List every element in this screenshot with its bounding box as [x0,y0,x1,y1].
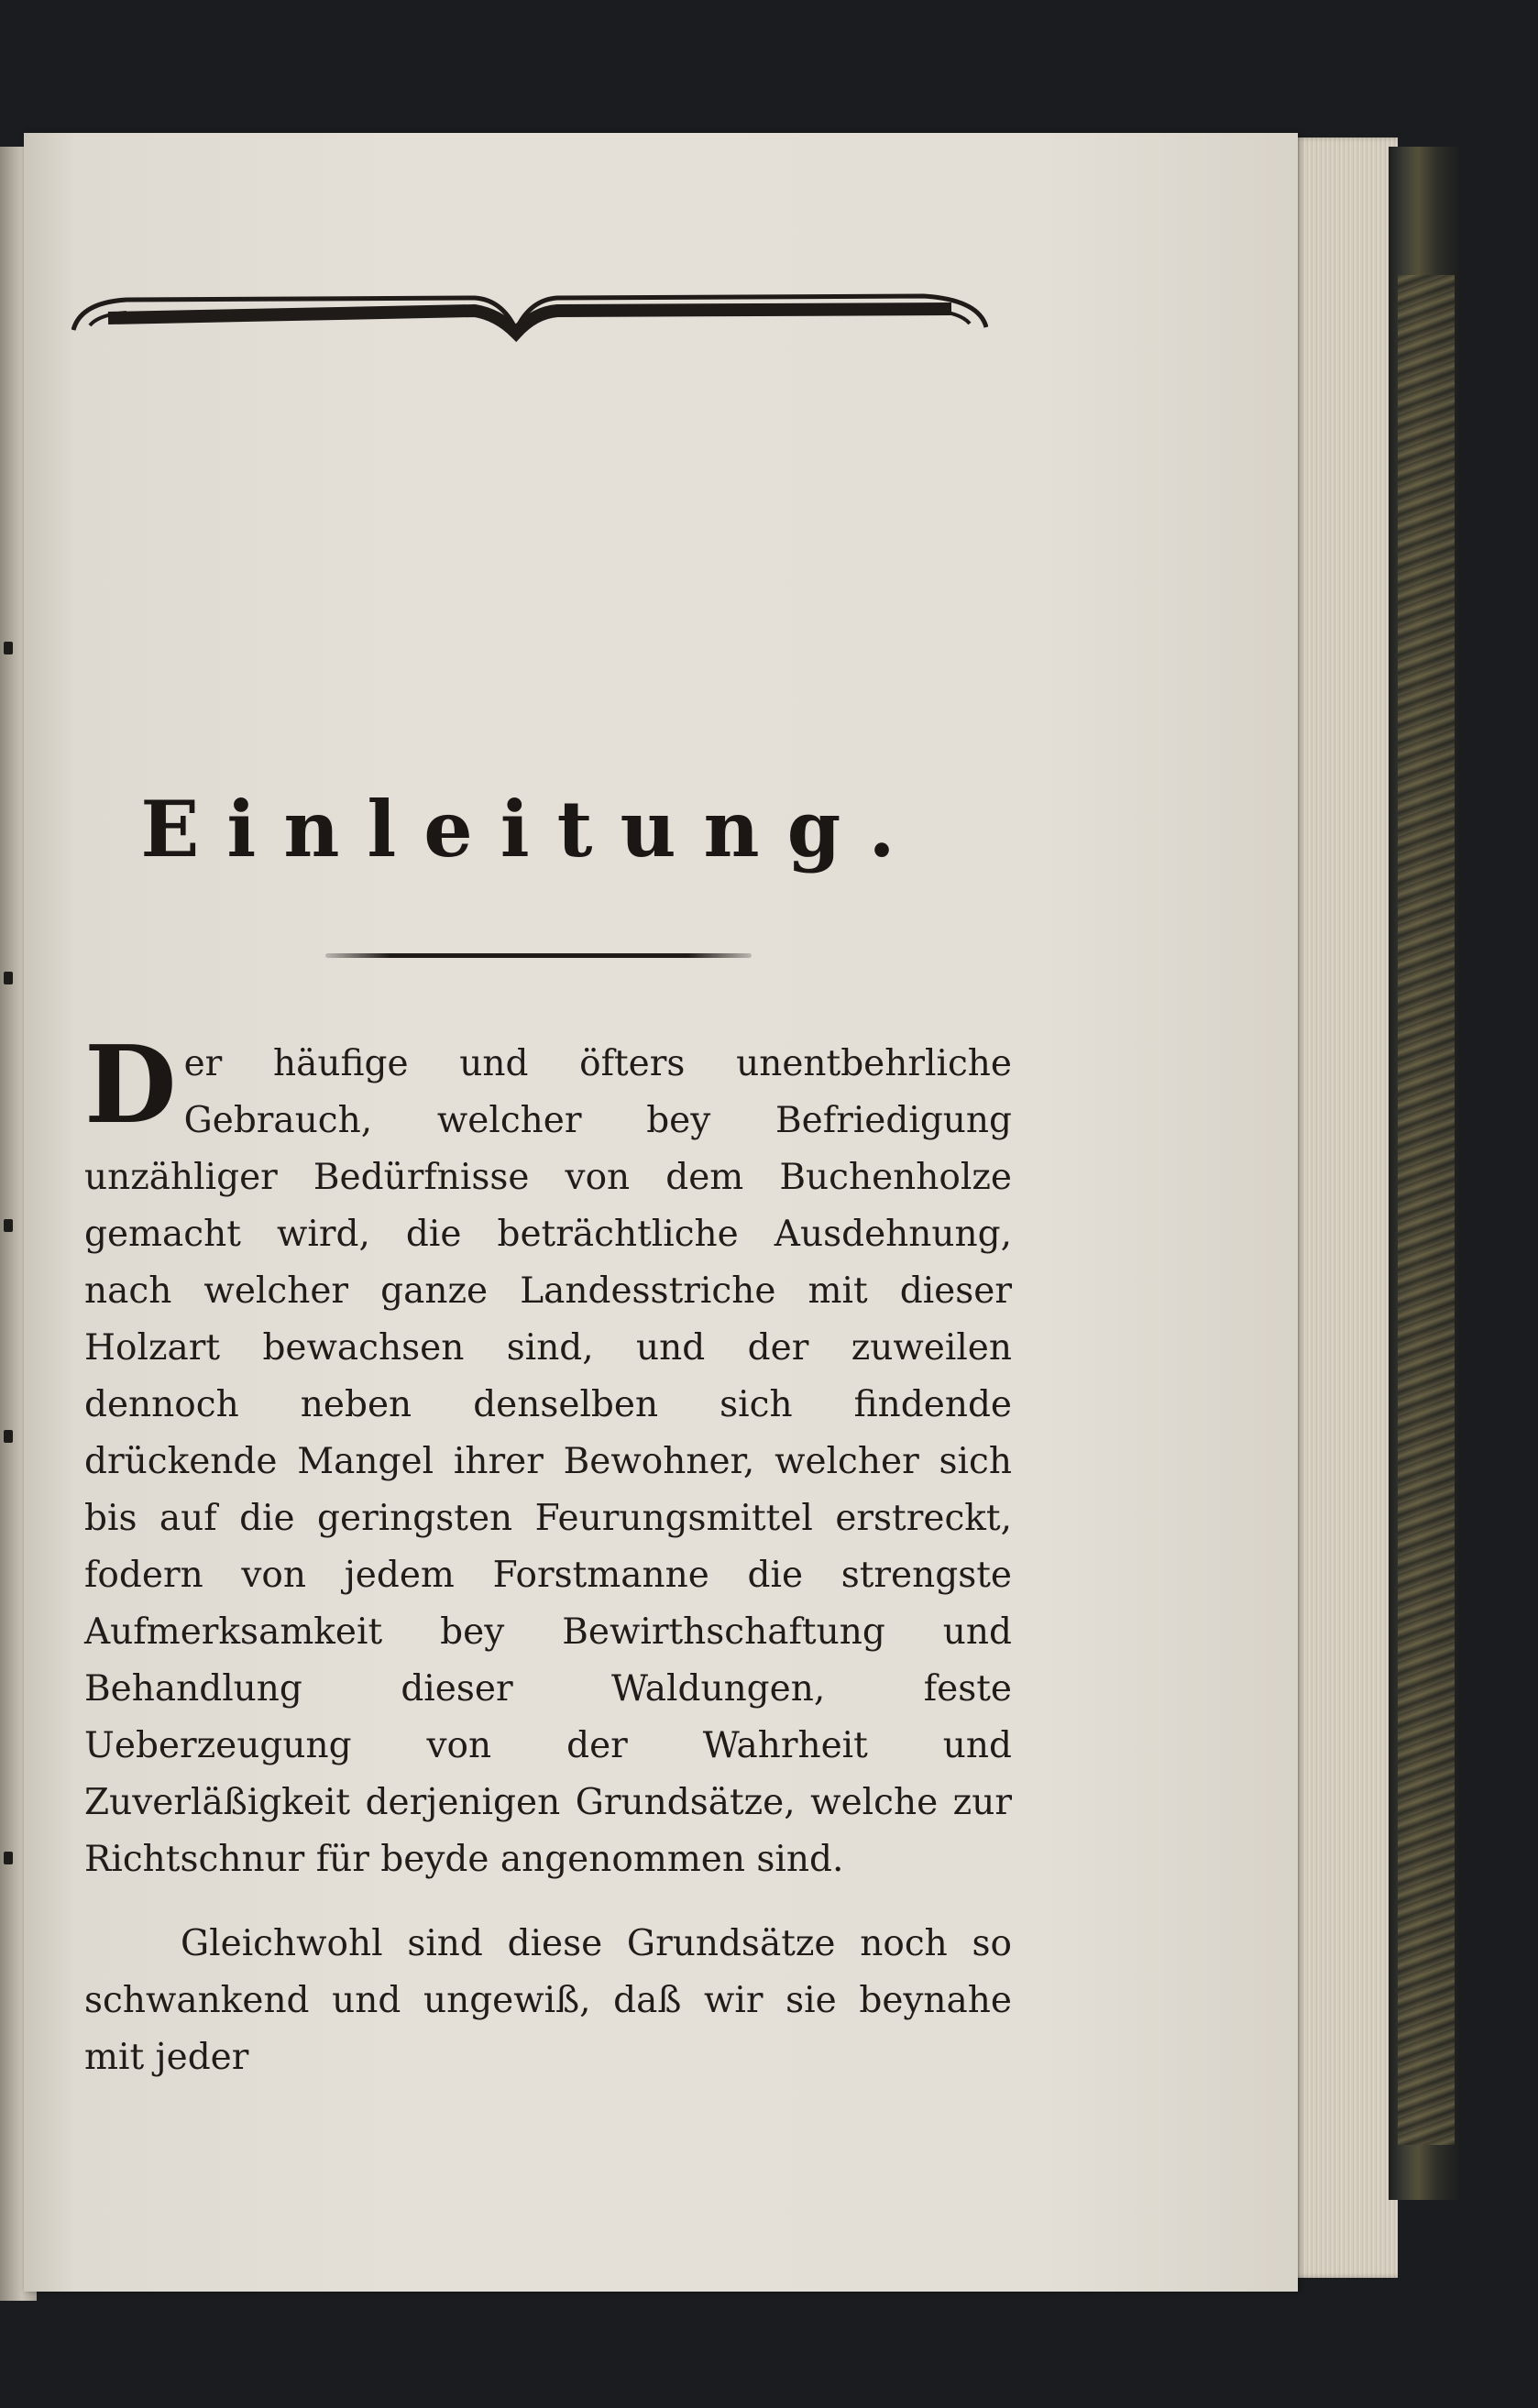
ink-fragment [4,642,13,654]
title-rule [325,953,752,958]
ink-fragment [4,972,13,984]
drop-cap: D [84,1023,177,1148]
paragraph-1 [84,1023,1012,1888]
page-block-edges [1292,137,1398,2278]
marbled-cover-pattern [1398,275,1455,2145]
paragraph-1-text: er häufige und öfters unentbehrliche Gebrauch, welcher bey Befriedigung unzähliger Bedürfnisse von dem Buchenholze gemacht wird, die beträchtliche Ausdehnung, nach welcher ganze Landesstriche mit dieser Holzart bewachsen sind, und der zuweilen dennoch neben denselben sich findende drückende Mangel ihrer Bewohner, welcher sich bis auf die geringsten Feurungsmittel erstreckt, fodern von jedem Forstmanne die strengste Aufmerksamkeit bey Bewirthschaftung und Behandlung dieser Waldungen, feste Ueberzeugung von der Wahrheit und Zuverläßigkeit derjenigen Grundsätze, welche zur Richtschnur für beyde angenommen sind. [84,1043,1012,1880]
ink-fragment [4,1852,13,1864]
ink-fragment [4,1430,13,1443]
body-text [84,1023,1012,2086]
paragraph-2: Gleichwohl sind diese Grundsätze noch so schwankend und ungewiß, daß wir sie beynahe mit jeder [84,1923,1012,2078]
chapter-title: Einleitung. [140,784,923,874]
ink-fragment [4,1219,13,1232]
header-ornament [71,280,988,344]
